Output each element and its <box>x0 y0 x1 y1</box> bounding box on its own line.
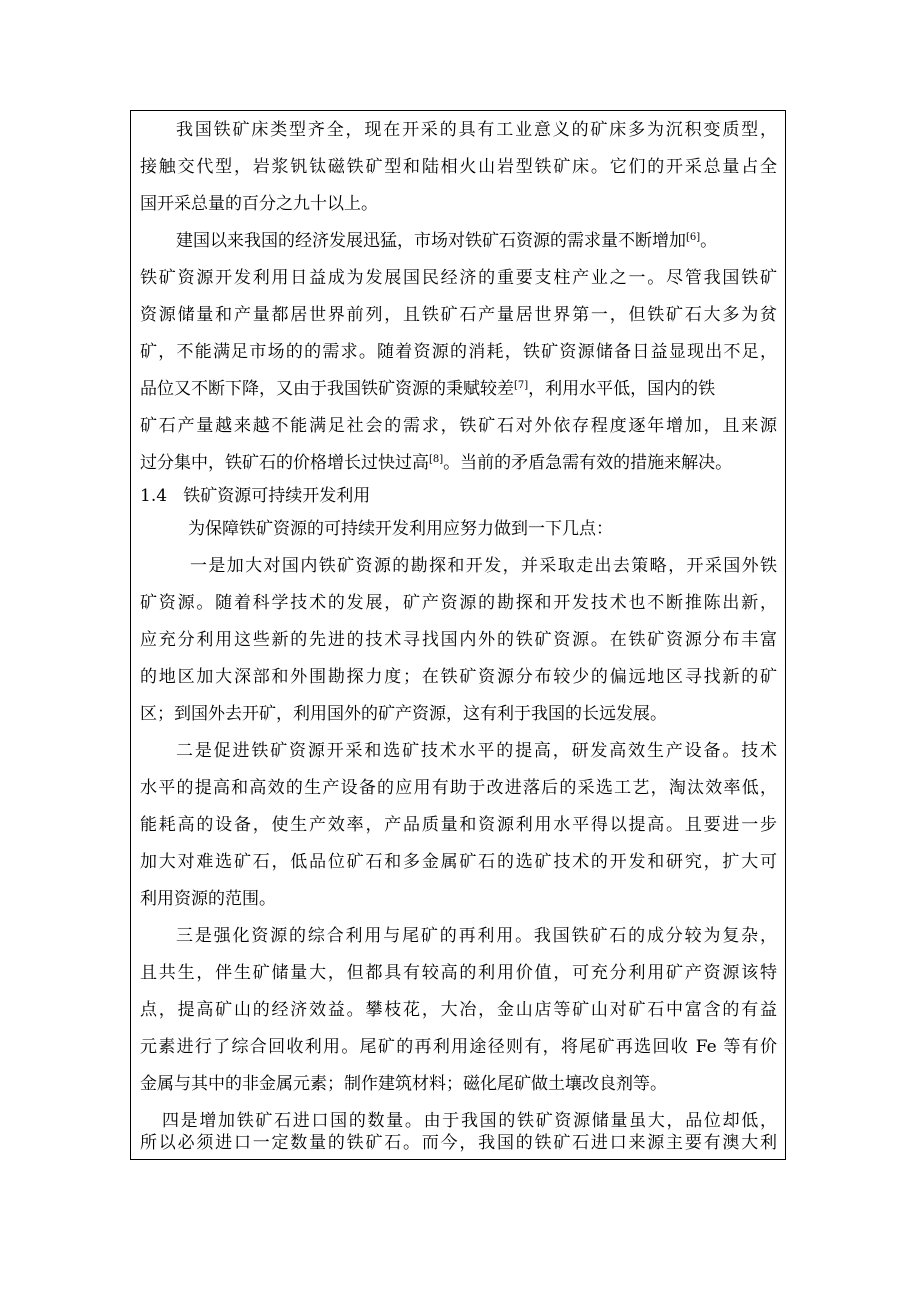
paragraph-2-line-4: 矿，不能满足市场的的需求。随着资源的消耗，铁矿资源储备日益显现出不足， <box>140 342 777 362</box>
paragraph-3-line-5: 区；到国外去开矿，利用国外的矿产资源，这有利于我国的长远发展。 <box>140 704 667 724</box>
paragraph-5-line-3: 点，提高矿山的经济效益。攀枝花，大冶，金山店等矿山对矿石中富含的有益 <box>140 1000 777 1020</box>
paragraph-6-line-2: 所以必须进口一定数量的铁矿石。而今，我国的铁矿石进口来源主要有澳大利 <box>140 1133 777 1153</box>
citation-8: [8] <box>429 454 444 465</box>
paragraph-2-line-5-text: 品位又不断下降，又由于我国铁矿资源的秉赋较差 <box>140 379 514 399</box>
citation-6: [6] <box>686 232 701 243</box>
paragraph-5-line-4: 元素进行了综合回收利用。尾矿的再利用途径则有，将尾矿再选回收 Fe 等有价 <box>140 1037 777 1057</box>
paragraph-1-line-2: 接触交代型，岩浆钒钛磁铁矿型和陆相火山岩型铁矿床。它们的开采总量占全 <box>140 157 777 177</box>
paragraph-4-line-2: 水平的提高和高效的生产设备的应用有助于改进落后的采选工艺，淘汰效率低， <box>140 778 777 798</box>
paragraph-5-line-5: 金属与其中的非金属元素；制作建筑材料；磁化尾矿做土壤改良剂等。 <box>140 1074 667 1094</box>
paragraph-4-line-5: 利用资源的范围。 <box>140 889 276 909</box>
paragraph-2-line-7-tail: 。当前的矛盾急需有效的措施来解决。 <box>443 453 733 473</box>
paragraph-4-line-1: 二是促进铁矿资源开采和选矿技术水平的提高，研发高效生产设备。技术 <box>176 741 777 761</box>
paragraph-1-line-3: 国开采总量的百分之九十以上。 <box>140 194 378 214</box>
paragraph-3-line-1: 一是加大对国内铁矿资源的勘探和开发，并采取走出去策略，开采国外铁 <box>190 556 777 576</box>
paragraph-2-line-3: 资源储量和产量都居世界前列，且铁矿石产量居世界第一，但铁矿石大多为贫 <box>140 305 777 325</box>
paragraph-2-line-7 <box>140 453 732 473</box>
paragraph-4-line-3: 能耗高的设备，使生产效率，产品质量和资源利用水平得以提高。且要进一步 <box>140 815 777 835</box>
paragraph-1-line-1: 我国铁矿床类型齐全，现在开采的具有工业意义的矿床多为沉积变质型， <box>176 120 777 140</box>
paragraph-2-line-6: 矿石产量越来越不能满足社会的需求，铁矿石对外依存程度逐年增加，且来源 <box>140 416 777 436</box>
paragraph-3-line-2: 矿资源。随着科学技术的发展，矿产资源的勘探和开发技术也不断推陈出新， <box>140 593 777 613</box>
section-heading: 1.4 铁矿资源可持续开发利用 <box>140 486 371 506</box>
paragraph-3-line-4: 的地区加大深部和外围勘探力度；在铁矿资源分布较少的偏远地区寻找新的矿 <box>140 667 777 687</box>
paragraph-2-line-1-tail: 。 <box>700 231 718 251</box>
citation-7: [7] <box>514 380 529 391</box>
paragraph-2-line-5 <box>140 379 715 399</box>
paragraph-2-line-1 <box>176 231 717 251</box>
paragraph-2-line-5-tail: ，利用水平低，国内的铁 <box>528 379 716 399</box>
paragraph-6-line-1: 四是增加铁矿石进口国的数量。由于我国的铁矿资源储量虽大，品位却低， <box>162 1111 777 1131</box>
paragraph-2-line-7-text: 过分集中，铁矿石的价格增长过快过高 <box>140 453 429 473</box>
paragraph-2-line-1-text: 建国以来我国的经济发展迅猛，市场对铁矿石资源的需求量不断增加 <box>176 231 686 251</box>
intro-line: 为保障铁矿资源的可持续开发利用应努力做到一下几点： <box>188 519 613 539</box>
paragraph-5-line-2: 且共生，伴生矿储量大，但都具有较高的利用价值，可充分利用矿产资源该特 <box>140 963 777 983</box>
paragraph-3-line-3: 应充分利用这些新的先进的技术寻找国内外的铁矿资源。在铁矿资源分布丰富 <box>140 630 777 650</box>
paragraph-5-line-1: 三是强化资源的综合利用与尾矿的再利用。我国铁矿石的成分较为复杂， <box>176 926 777 946</box>
paragraph-4-line-4: 加大对难选矿石，低品位矿石和多金属矿石的选矿技术的开发和研究，扩大可 <box>140 852 777 872</box>
paragraph-2-line-2: 铁矿资源开发利用日益成为发展国民经济的重要支柱产业之一。尽管我国铁矿 <box>140 268 777 288</box>
